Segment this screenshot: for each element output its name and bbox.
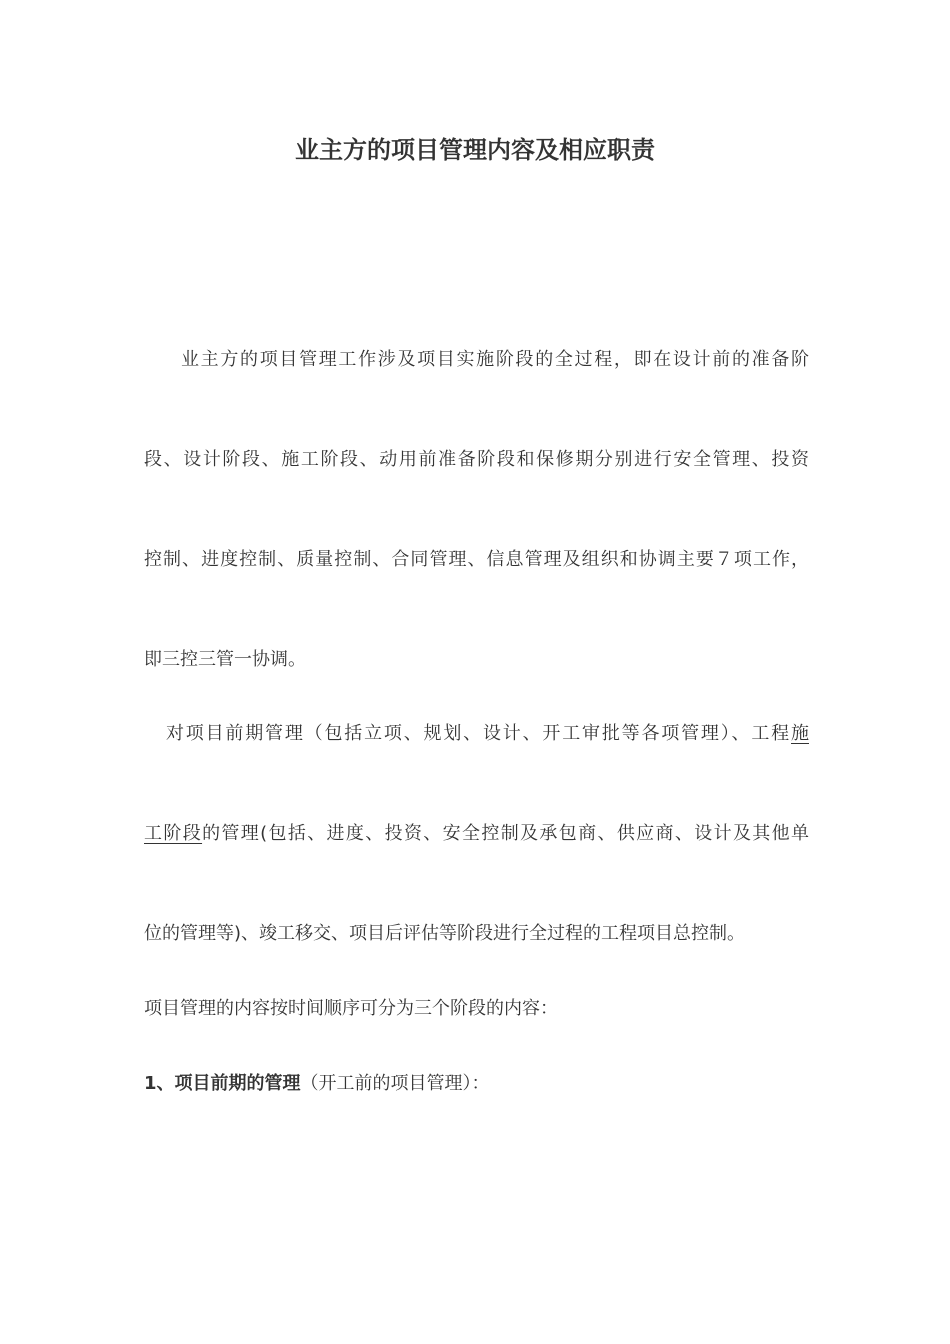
construction-stage-link-part-1[interactable]: 施: [791, 723, 809, 744]
paragraph-2-line-1: [144, 721, 809, 747]
section-1-note: （开工前的项目管理）：: [300, 1073, 490, 1094]
paragraph-2-line-1-text: 对项目前期管理（包括立项、规划、设计、开工审批等各项管理）、工程: [166, 723, 791, 744]
paragraph-1-line-4: 即三控三管一协调。: [144, 649, 306, 670]
document-title: 业主方的项目管理内容及相应职责: [295, 136, 655, 164]
section-1-heading: 1、项目前期的管理: [144, 1073, 301, 1094]
construction-stage-link-part-2[interactable]: 工阶段: [144, 823, 203, 844]
section-1-heading-line: [144, 1071, 809, 1097]
paragraph-2-line-3: 位的管理等)、竣工移交、项目后评估等阶段进行全过程的工程项目总控制。: [144, 923, 746, 944]
paragraph-1-line-2: 段、设计阶段、施工阶段、动用前准备阶段和保修期分别进行安全管理、投资: [144, 449, 809, 470]
paragraph-1-line-3: 控制、进度控制、质量控制、合同管理、信息管理及组织和协调主要７项工作，: [144, 549, 809, 570]
paragraph-1-line-1: 业主方的项目管理工作涉及项目实施阶段的全过程，即在设计前的准备阶: [181, 349, 809, 370]
paragraph-2-line-2: [144, 821, 809, 847]
paragraph-2-line-2-text: 的管理(包括、进度、投资、安全控制及承包商、供应商、设计及其他单: [202, 823, 809, 844]
paragraph-3: 项目管理的内容按时间顺序可分为三个阶段的内容：: [144, 998, 558, 1019]
